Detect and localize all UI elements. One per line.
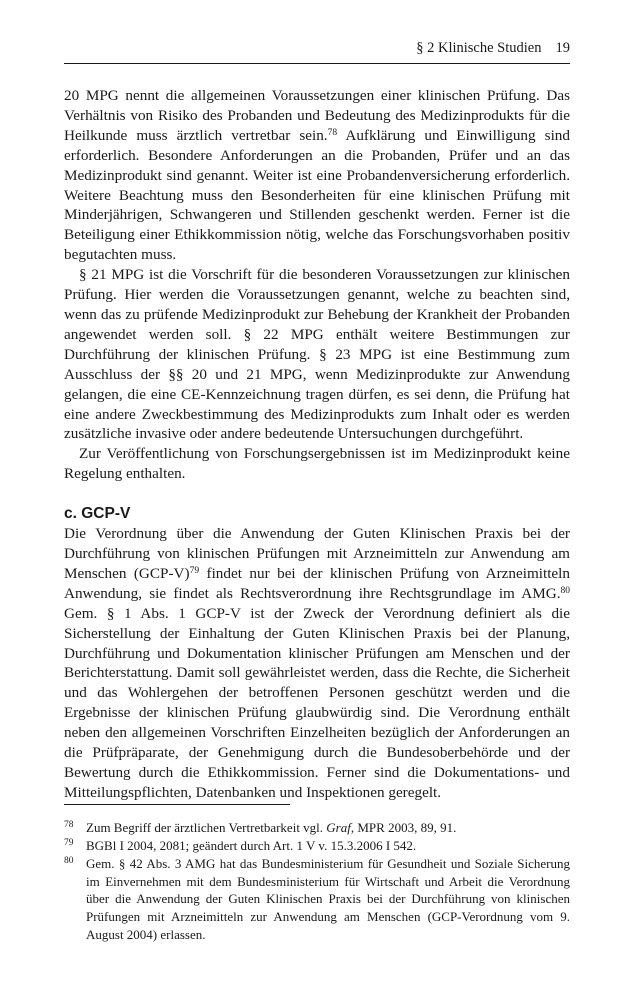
footnote-number: 79	[64, 838, 74, 849]
footnotes	[64, 819, 570, 944]
footnote-text: BGBl I 2004, 2081; geändert durch Art. 1 V v. 15.3.2006 I 542.	[86, 838, 417, 854]
section-c-text-c: Gem. § 1 Abs. 1 GCP-V ist der Zweck der Verordnung definiert als die Sicherstellung der Einhaltung der Guten Klinischen Praxis bei der Planung, Durchführung und Dokumentation klinischer Prüfungen am Menschen und der Berichterstattung. Damit soll gewährleistet werden, dass die Rechte, die Sicherheit und das Wohlergehen der betroffenen Personen geschützt werden und die Ergebnisse der klinischen Prüfung glaubwürdig sind. Die Verordnung enthält neben den allgemeinen Vorschriften Einzelheiten bezüglich der Anforderungen an die Prüfpräparate, der Genehmigung durch die Bundesoberbehörde und der Bewertung durch die Ethikkommission. Ferner sind die Dokumentations- und Mitteilungspflichten, Datenbanken und Inspektionen geregelt.	[64, 604, 570, 801]
footnote-78	[64, 819, 570, 837]
footnote-text: Gem. § 42 Abs. 3 AMG hat das Bundesministerium für Gesundheit und Soziale Sicherung im Einvernehmen mit dem Bundesministerium für Wirtschaft und Arbeit die Verordnung über die Anwendung der Guten Klinischen Praxis bei der Durchführung von klinischen Prüfungen mit Arzneimitteln zur Anwendung am Menschen (GCP-Verordnung vom 9. August 2004) erlassen.	[86, 856, 570, 942]
footnote-79	[64, 837, 570, 855]
footnote-rule	[64, 804, 290, 805]
footnote-ref-78[interactable]: 78	[327, 127, 338, 138]
paragraph-1-text-b: Aufklärung und Einwilligung sind erforderlich. Besondere Anforderungen an die Probanden, Prüfer und an das Medizinprodukt sind genannt. Weiter ist eine Probandenversicherung erforderlich. Weitere Beachtung muss den Besonderheiten für eine klinischen Prüfung mit Minderjährigen, Schwangeren und Stillenden geschenkt werden. Ferner ist die Beteiligung einer Ethikkommission nötig, welche das Forschungsvorhaben positiv begutachten muss.	[64, 126, 570, 264]
body-text	[64, 86, 570, 803]
page-number: 19	[555, 40, 570, 56]
header-rule	[64, 63, 570, 64]
footnote-80	[64, 855, 570, 943]
footnote-author: Graf	[326, 820, 351, 835]
section-c-text-b: findet nur bei der klinischen Prüfung von Arzneimitteln Anwendung, sie findet als Rechtsverordnung ihre Rechtsgrundlage im AMG.	[64, 564, 570, 602]
section-c-text-a: Die Verordnung über die Anwendung der Guten Klinischen Praxis bei der Durchführung von klinischen Prüfungen mit Arzneimitteln zur Anwendung am Menschen (GCP-V)	[64, 525, 570, 582]
footnote-text-b: , MPR 2003, 89, 91.	[350, 820, 457, 835]
footnote-text	[86, 819, 570, 837]
footnote-ref-79[interactable]: 79	[189, 565, 200, 576]
paragraph-3: Zur Veröffentlichung von Forschungsergebnissen ist im Medizinprodukt keine Regelung enthalten.	[64, 445, 570, 483]
footnote-ref-80[interactable]: 80	[560, 585, 570, 596]
paragraph-1	[64, 86, 570, 265]
footnote-number: 80	[64, 856, 74, 867]
section-c-paragraph	[64, 524, 570, 803]
footnote-number: 78	[64, 820, 74, 830]
footnote-text-a: Zum Begriff der ärztlichen Vertretbarkeit vgl.	[86, 820, 327, 835]
paragraph-2: § 21 MPG ist die Vorschrift für die besonderen Voraussetzungen zur klinischen Prüfung. Hier werden die Voraussetzungen genannt, welche zu beachten sind, wenn das zu prüfende Medizinprodukt zur Behebung der Krankheit der Probanden angewendet werden soll. § 22 MPG enthält weitere Bestimmungen zur Durchführung der klinischen Prüfung. § 23 MPG ist eine Bestimmung zum Ausschluss der §§ 20 und 21 MPG, wenn Medizinprodukte zur Anwendung gelangen, die eine CE-Kennzeichnung tragen dürfen, es sei denn, die Prüfung hat eine andere Zweckbestimmung des Medizinprodukts zum Inhalt oder es werden zusätzliche invasive oder andere bedeutende Untersuchungen durchgeführt.	[64, 266, 570, 443]
section-heading: c. GCP-V	[64, 505, 131, 523]
running-head-section: § 2 Klinische Studien	[416, 40, 542, 56]
running-head	[416, 40, 570, 57]
paragraph-1-text-a: 20 MPG nennt die allgemeinen Voraussetzungen einer klinischen Prüfung. Das Verhältnis von Risiko des Probanden und Bedeutung des Medizinprodukts für die Heilkunde muss ärztlich vertretbar sein.	[64, 87, 570, 144]
